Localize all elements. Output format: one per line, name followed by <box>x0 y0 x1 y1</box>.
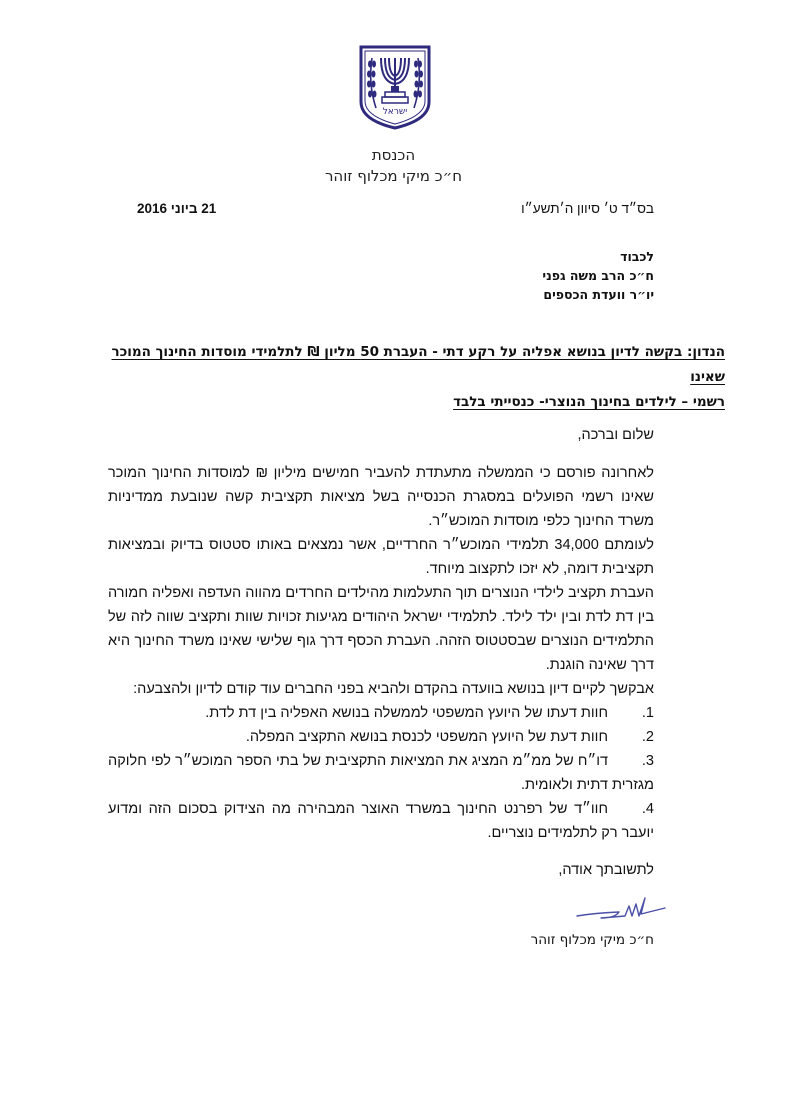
addressee-name: ח״כ הרב משה גפני <box>542 268 654 283</box>
subject-line-1: הנדון: בקשה לדיון בנושא אפליה על רקע דתי - העברת 50 מליון ₪ לתלמידי מוסדות החינוך המוכר שאינו <box>111 344 725 385</box>
israel-emblem-icon <box>358 44 432 130</box>
institution-name: הכנסת <box>371 146 416 164</box>
list-number: 1. <box>641 705 654 721</box>
body-paragraph: העברת תקציב לילדי הנוצרים תוך התעלמות מהילדים החרדים מהווה העדפה ואפליה חמורה בין דת לדת ובין ילד לילד. לתלמידי ישראל היהודים מגיעות זכויות שוות ותקציב שווה לזה של התלמידים הנוצרים שבסטטוס הזהה. העברת הכסף דרך גוף שלישי שאינו משרד החינוך היא דרך שאינה הוגנת. <box>108 585 654 673</box>
list-number: 2. <box>641 729 654 745</box>
list-text: חוו״ד של רפרנט החינוך במשרד האוצר המבהירה מה הצידוק בסכום הזה ומדוע יועבר רק לתלמידים נוצריים. <box>108 801 654 841</box>
body-paragraph: לעומתם 34,000 תלמידי המוכש״ר החרדיים, אשר נמצאים באותו סטטוס בדיוק ובמציאות תקציבית דומה, לא יזכו לתקצוב מיוחד. <box>108 537 654 577</box>
gregorian-date: 21 ביוני 2016 <box>137 201 217 216</box>
svg-text:ישראל: ישראל <box>382 107 408 117</box>
closing-line: לתשובתך אודה, <box>558 862 654 878</box>
hebrew-date: בס״ד ט׳ סיוון ה׳תשע״ו <box>521 201 654 216</box>
letter-body <box>108 461 654 845</box>
addressee-block <box>542 247 654 304</box>
list-item <box>108 797 654 845</box>
subject-line-2: רשמי – לילדים בחינוך הנוצרי- כנסייתי בלבד <box>453 394 725 410</box>
list-item <box>108 749 654 797</box>
signer-name: ח״כ מיקי מכלוף זוהר <box>530 932 654 948</box>
greeting: שלום וברכה, <box>577 427 654 443</box>
list-number: 3. <box>641 753 654 769</box>
list-item <box>108 725 654 749</box>
addressee-salutation: לכבוד <box>620 249 654 264</box>
list-text: חוות דעתו של היועץ המשפטי לממשלה בנושא האפליה בין דת לדת. <box>205 705 608 721</box>
addressee-role: יו״ר וועדת הכספים <box>543 287 654 302</box>
list-text: חוות דעת של היועץ המשפטי לכנסת בנושא התקציב המפלה. <box>245 729 608 745</box>
subject-line <box>84 340 725 415</box>
sender-title: ח״כ מיקי מכלוף זוהר <box>324 167 463 185</box>
signature-icon <box>575 896 667 922</box>
body-paragraph: לאחרונה פורסם כי הממשלה מתעתדת להעביר חמישים מיליון ₪ למוסדות החינוך המוכר שאינו רשמי הפועלים במסגרת הכנסייה בשל מציאות תקציבית קשה שנובעת ממדיניות משרד החינוך כלפי מוסדות המוכש״ר. <box>108 465 654 529</box>
list-item <box>108 701 654 725</box>
body-paragraph: אבקשך לקיים דיון בנושא בוועדה בהקדם ולהביא בפני החברים עוד קודם לדיון ולהצבעה: <box>133 681 654 697</box>
list-text: דו״ח של ממ״מ המציג את המציאות התקציבית של בתי הספר המוכש״ר לפי חלוקה מגזרית דתית ולאומית. <box>108 753 654 793</box>
list-number: 4. <box>641 801 654 817</box>
